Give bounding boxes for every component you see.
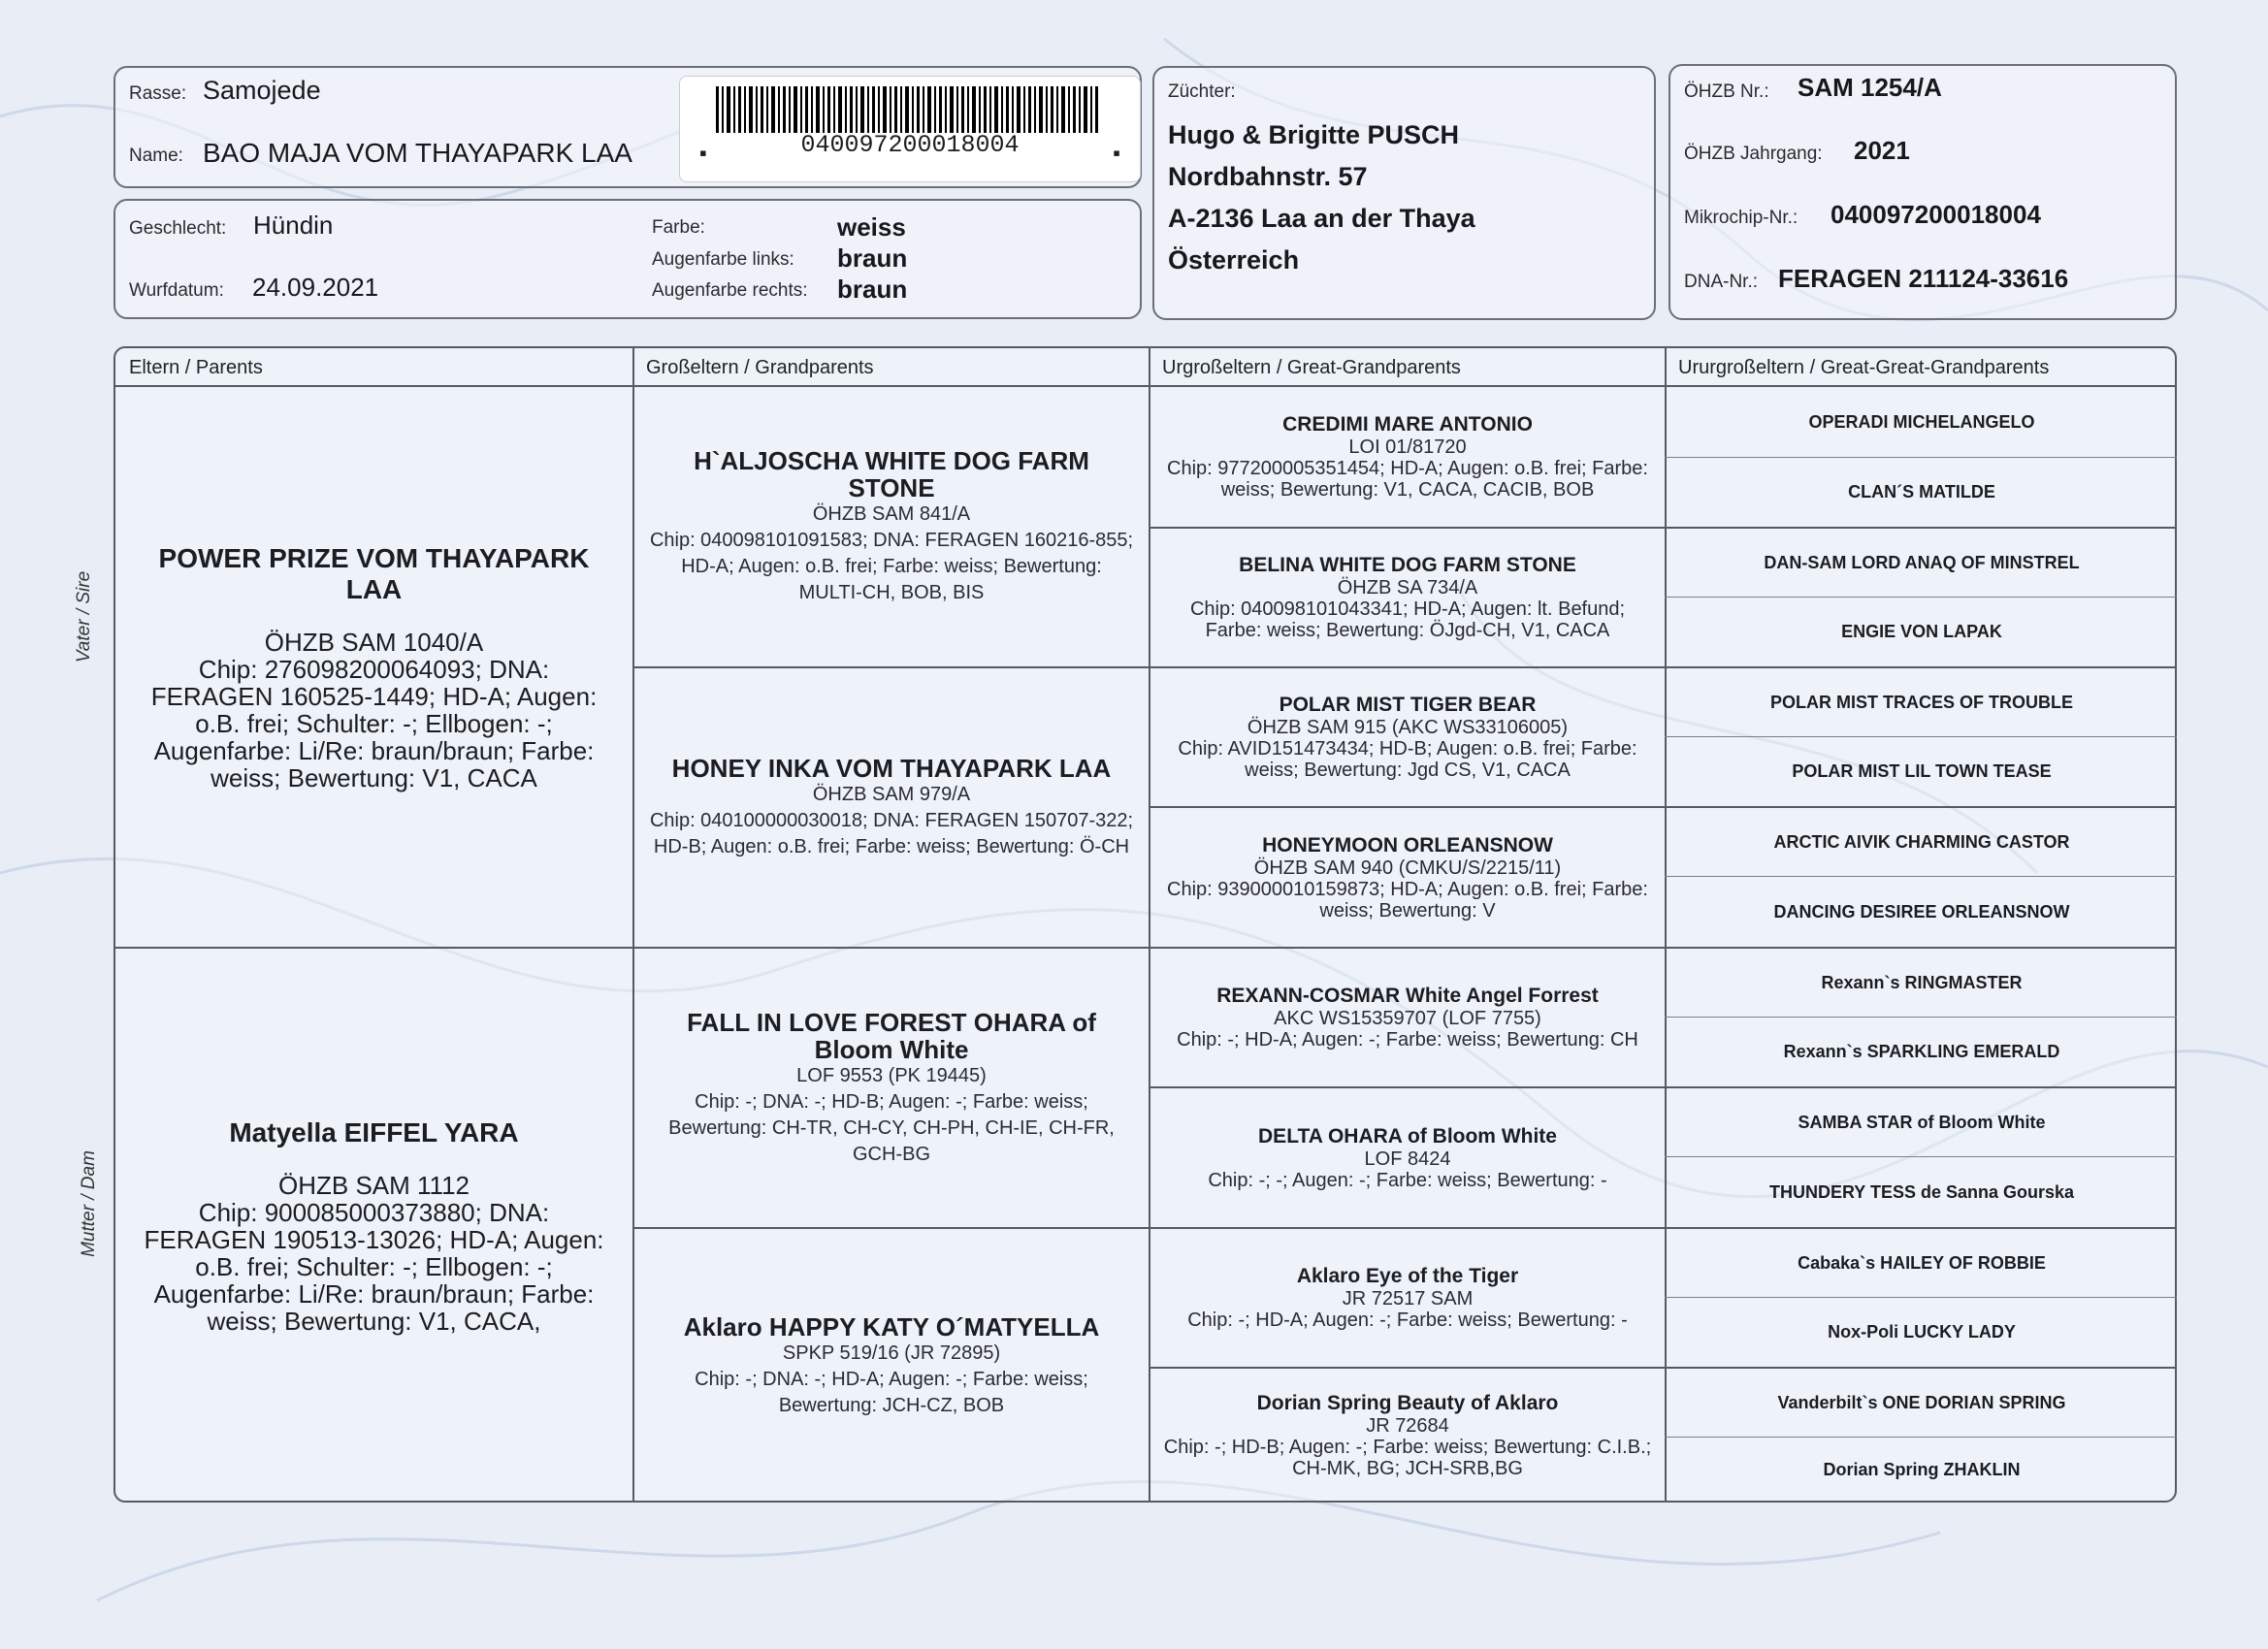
gggp-15: Vanderbilt`s ONE DORIAN SPRING	[1777, 1392, 2066, 1412]
barcode-dot-right: ▪	[1113, 141, 1120, 165]
barcode	[679, 76, 1141, 182]
great-grandparent-4	[1155, 808, 1660, 947]
ggp-4-name: HONEYMOON ORLEANSNOW	[1262, 833, 1553, 857]
rasse-label: Rasse:	[129, 83, 187, 104]
ggp-8-details: Chip: -; HD-B; Augen: -; Farbe: weiss; Bewertung: C.I.B.; CH-MK, BG; JCH-SRB,BG	[1163, 1437, 1652, 1479]
ggp-2-name: BELINA WHITE DOG FARM STONE	[1239, 554, 1576, 576]
ggp-4-details: Chip: 939000010159873; HD-A; Augen: o.B. frei; Farbe: weiss; Bewertung: V	[1167, 878, 1648, 922]
farbe-label: Farbe:	[652, 217, 705, 238]
oehzb-nr-label: ÖHZB Nr.:	[1684, 81, 1769, 102]
jahrgang-value: 2021	[1854, 136, 1910, 165]
chip-value: 040097200018004	[1831, 200, 2041, 229]
col-divider-1	[632, 348, 634, 1501]
grandparent-1-name: H`ALJOSCHA WHITE DOG FARM STONE	[694, 446, 1089, 502]
great-grandparent-1	[1155, 387, 1660, 527]
ggp-6-reg: LOF 8424	[1364, 1148, 1451, 1170]
ggp-1-details: Chip: 977200005351454; HD-A; Augen: o.B. frei; Farbe: weiss; Bewertung: V1, CACA, CACIB, BOB	[1167, 458, 1648, 501]
gggp-2: CLAN´S MATILDE	[1848, 482, 1995, 501]
gggp-6: POLAR MIST LIL TOWN TEASE	[1792, 761, 2052, 781]
grandparent-3	[639, 949, 1144, 1227]
breeder-box	[1152, 66, 1656, 320]
dam-reg: ÖHZB SAM 1112	[278, 1170, 470, 1200]
barcode-dot-left: ▪	[699, 141, 707, 165]
ggp-3-details: Chip: AVID151473434; HD-B; Augen: o.B. frei; Farbe: weiss; Bewertung: Jgd CS, V1, CACA	[1178, 738, 1637, 781]
ggp-1-reg: LOI 01/81720	[1348, 436, 1467, 458]
grandparent-3-name: FALL IN LOVE FOREST OHARA of Bloom White	[687, 1007, 1096, 1064]
ggp-2-details: Chip: 040098101043341; HD-A; Augen: lt. Befund; Farbe: weiss; Bewertung: ÖJgd-CH, V1, CACA	[1189, 598, 1626, 641]
grandparent-2-name: HONEY INKA VOM THAYAPARK LAA	[671, 754, 1112, 783]
rasse-value: Samojede	[203, 76, 321, 105]
geschlecht-label: Geschlecht:	[129, 218, 227, 239]
ggp-5-name: REXANN-COSMAR White Angel Forrest	[1216, 985, 1599, 1007]
ggp-5-details: Chip: -; HD-A; Augen: -; Farbe: weiss; Bewertung: CH	[1177, 1029, 1638, 1051]
wurfdatum-value: 24.09.2021	[252, 273, 379, 302]
gggp-10: Rexann`s SPARKLING EMERALD	[1783, 1042, 2060, 1061]
grandparent-1-details: Chip: 040098101091583; DNA: FERAGEN 160216-855; HD-A; Augen: o.B. frei; Farbe: weiss; Bewertung: MULTI-CH, BOB, BIS	[649, 530, 1134, 603]
breeder-label: Züchter:	[1168, 81, 1236, 102]
gggp-12: THUNDERY TESS de Sanna Gourska	[1768, 1181, 2075, 1202]
ggp-5-reg: AKC WS15359707 (LOF 7755)	[1274, 1008, 1541, 1029]
grandparent-2-details: Chip: 040100000030018; DNA: FERAGEN 150707-322; HD-B; Augen: o.B. frei; Farbe: weiss; Bewertung: Ö-CH	[649, 810, 1134, 857]
augen-rechts-label: Augenfarbe rechts:	[652, 280, 808, 301]
header-great-grandparents: Urgroßeltern / Great-Grandparents	[1149, 348, 1665, 387]
great-grandparent-7	[1155, 1229, 1660, 1367]
grandparent-4	[639, 1229, 1144, 1503]
col-divider-2	[1149, 348, 1150, 1501]
grandparent-1	[639, 387, 1144, 666]
ggp-4-reg: ÖHZB SAM 940 (CMKU/S/2215/11)	[1253, 857, 1562, 879]
barcode-bars	[716, 86, 1104, 137]
gggp-11: SAMBA STAR of Bloom White	[1798, 1112, 2046, 1132]
farbe-value: weiss	[837, 212, 906, 242]
ggp-1-name: CREDIMI MARE ANTONIO	[1282, 413, 1533, 436]
ggp-3-name: POLAR MIST TIGER BEAR	[1279, 694, 1537, 716]
name-label: Name:	[129, 146, 183, 166]
jahrgang-label: ÖHZB Jahrgang:	[1684, 144, 1823, 164]
grandparent-2-reg: ÖHZB SAM 979/A	[812, 784, 971, 805]
dna-label: DNA-Nr.:	[1684, 272, 1758, 292]
gggp-9: Rexann`s RINGMASTER	[1821, 972, 2023, 992]
great-grandparent-8	[1155, 1369, 1660, 1503]
parent-dam	[125, 949, 623, 1503]
breeder-line-1: Hugo & Brigitte PUSCH	[1168, 120, 1459, 149]
ggp-3-reg: ÖHZB SAM 915 (AKC WS33106005)	[1247, 717, 1569, 738]
ggp-6-details: Chip: -; -; Augen: -; Farbe: weiss; Bewertung: -	[1208, 1169, 1607, 1191]
great-grandparent-6	[1155, 1088, 1660, 1227]
header-great-great-grandparents: Ururgroßeltern / Great-Great-Grandparents	[1665, 348, 2177, 387]
grandparent-4-name: Aklaro HAPPY KATY O´MATYELLA	[683, 1311, 1100, 1342]
oehzb-nr-value: SAM 1254/A	[1798, 73, 1942, 102]
breeder-line-3: A-2136 Laa an der Thaya	[1168, 204, 1475, 233]
breeder-line-4: Österreich	[1168, 245, 1300, 275]
dog-name: BAO MAJA VOM THAYAPARK LAA	[203, 138, 632, 168]
great-grandparent-3	[1155, 668, 1660, 806]
ggp-7-name: Aklaro Eye of the Tiger	[1296, 1265, 1519, 1287]
gggp-8: DANCING DESIREE ORLEANSNOW	[1773, 901, 2070, 922]
gggp-14: Nox-Poli LUCKY LADY	[1828, 1322, 2016, 1342]
ggp-2-reg: ÖHZB SA 734/A	[1337, 577, 1478, 598]
gggp-3: DAN-SAM LORD ANAQ OF MINSTREL	[1764, 552, 2080, 572]
sire-details: Chip: 276098200064093; DNA: FERAGEN 160525-1449; HD-A; Augen: o.B. frei; Schulter: -; Ellbogen: -; Augenfarbe: Li/Re: braun/braun; Farbe: weiss; Bewertung: V1, CACA	[150, 654, 598, 792]
great-grandparent-2	[1155, 529, 1660, 666]
gggp-5: POLAR MIST TRACES OF TROUBLE	[1770, 692, 2073, 712]
sire-side-label: Vater / Sire	[74, 570, 95, 663]
gggp-16: Dorian Spring ZHAKLIN	[1823, 1460, 2021, 1479]
parent-sire	[125, 387, 623, 947]
gggp-1: OPERADI MICHELANGELO	[1808, 411, 2035, 432]
grandparent-2	[639, 668, 1144, 947]
header-grandparents: Großeltern / Grandparents	[632, 348, 1149, 387]
augen-links-value: braun	[837, 243, 908, 273]
dna-value: FERAGEN 211124-33616	[1778, 264, 2069, 293]
grandparent-3-details: Chip: -; DNA: -; HD-B; Augen: -; Farbe: weiss; Bewertung: CH-TR, CH-CY, CH-PH, CH-IE, CH-FR, GCH-BG	[668, 1090, 1115, 1165]
gggp-7: ARCTIC AIVIK CHARMING CASTOR	[1773, 831, 2070, 852]
dam-details: Chip: 900085000373880; DNA: FERAGEN 190513-13026; HD-A; Augen: o.B. frei; Schulter: -; Ellbogen: -; Augenfarbe: Li/Re: braun/braun; Farbe: weiss; Bewertung: V1, CACA,	[144, 1197, 604, 1336]
chip-label: Mikrochip-Nr.:	[1684, 208, 1798, 228]
dam-side-label: Mutter / Dam	[78, 1150, 99, 1257]
grandparent-4-details: Chip: -; DNA: -; HD-A; Augen: -; Farbe: weiss; Bewertung: JCH-CZ, BOB	[695, 1368, 1088, 1416]
ggp-8-name: Dorian Spring Beauty of Aklaro	[1256, 1392, 1559, 1414]
grandparent-1-reg: ÖHZB SAM 841/A	[812, 503, 971, 525]
registry-box	[1669, 64, 2177, 320]
header-parents: Eltern / Parents	[115, 348, 632, 387]
sire-reg: ÖHZB SAM 1040/A	[264, 627, 484, 657]
breeder-line-2: Nordbahnstr. 57	[1168, 162, 1368, 191]
gggp-4: ENGIE VON LAPAK	[1841, 622, 2002, 641]
ggp-7-reg: JR 72517 SAM	[1342, 1288, 1474, 1310]
wurfdatum-label: Wurfdatum:	[129, 280, 224, 301]
pedigree-table	[113, 346, 2177, 1503]
gggp-13: Cabaka`s HAILEY OF ROBBIE	[1798, 1252, 2046, 1273]
sire-name: POWER PRIZE VOM THAYAPARK LAA	[158, 542, 590, 604]
ggp-7-details: Chip: -; HD-A; Augen: -; Farbe: weiss; Bewertung: -	[1187, 1310, 1628, 1331]
great-grandparent-5	[1155, 949, 1660, 1086]
augen-rechts-value: braun	[837, 275, 908, 304]
sex-color-box	[113, 199, 1142, 319]
ggp-6-name: DELTA OHARA of Bloom White	[1258, 1124, 1557, 1148]
barcode-number: 040097200018004	[800, 131, 1020, 159]
geschlecht-value: Hündin	[253, 210, 334, 240]
grandparent-4-reg: SPKP 519/16 (JR 72895)	[782, 1342, 1001, 1364]
augen-links-label: Augenfarbe links:	[652, 249, 794, 270]
ggp-8-reg: JR 72684	[1366, 1415, 1449, 1437]
grandparent-3-reg: LOF 9553 (PK 19445)	[796, 1064, 987, 1086]
dam-name: Matyella EIFFEL YARA	[229, 1116, 519, 1148]
